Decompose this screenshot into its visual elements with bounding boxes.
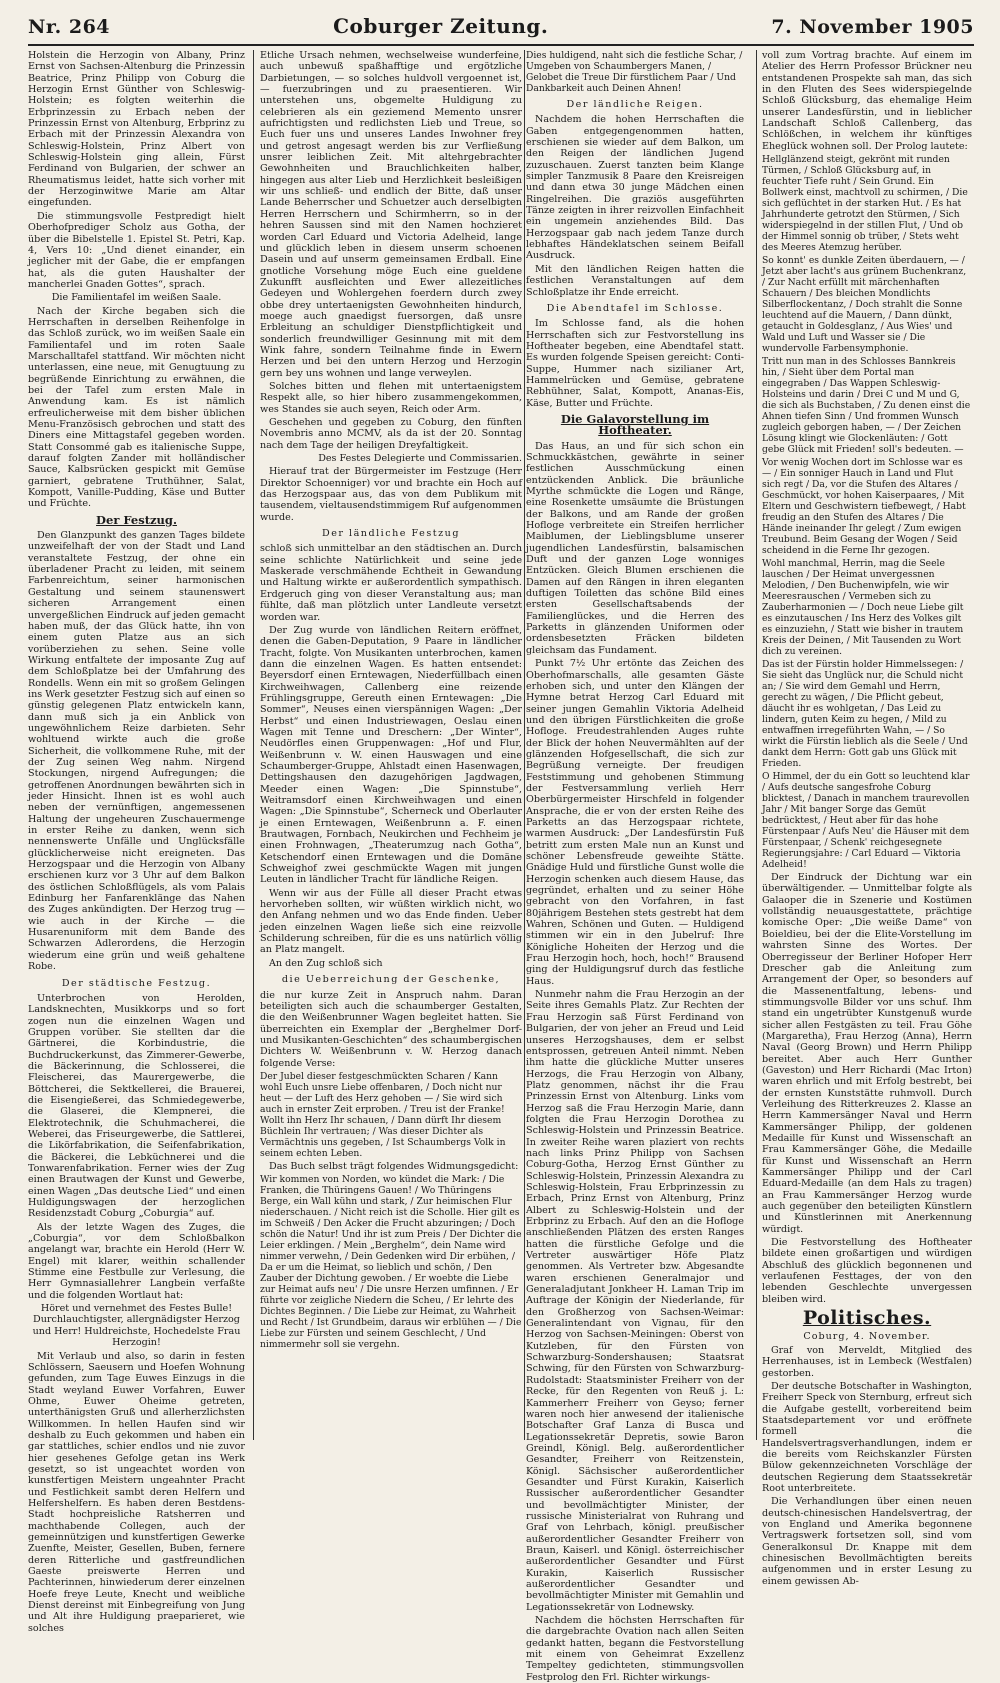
verse: Der Jubel dieser festgeschmückten Scharen / Kann wohl Euch unsre Liebe offenbaren, / Doch nicht nur heut — der Luft des Herz gehoben — / Sie wird sich auch in ernster Zeit erproben. / Treu ist der Franke! Wollt ihn Herz Ihr schauen, / Dann dürft Ihr diesem Büchlein Ihr vertrauen; / Was dieser Dichter als Vermächtnis uns gegeben, / Ist Schaumbergs Volk in seinem echten Leben. (260, 1070, 506, 1159)
paragraph: Nunmehr nahm die Frau Herzogin an der Seite ihres Gemahls Platz. Zur Rechten der Frau Herzogin saß Fürst Ferdinand von Bulgarien, der von jeher an Freud und Leid unseres Herzogshauses, dem er selbst entsprossen, getreuen Anteil nimmt. Neben ihm hatte die glückliche Mutter unseres Herzogs, die Frau Herzogin von Albany, Platz genommen, nächst ihr die Frau Prinzessin Ernst von Altenburg. Links vom Herzog saß die Frau Herzogin Marie, dann folgten die Frau Herzogin Dorothea zu Schleswig-Holstein und Prinzessin Beatrice. In zweiter Reihe waren plaziert von rechts nach links Prinz Philipp von Sachsen Coburg-Gotha, Herzog Ernst Günther zu Schleswig-Holstein, Prinzessin Alexandra zu Schleswig-Holstein, Frau Erbprinzessin zu Erbach, Prinz Ernst von Altenburg, Prinz Albert zu Schleswig-Holstein und der Erbprinz zu Erbach. Auf den an die Hofloge anschließenden Plätzen des ersten Ranges hatten die fürstliche Gefolge und die Vertreter auswärtiger Höfe Platz genommen. Als Vertreter bzw. Abgesandte waren erschienen Generalmajor und Generaladjutant Jonkheer H. Laman Trip im Auftrage der Königin der Niederlande, für den Großherzog von Sachsen-Weimar: Generalintendant von Vignau, für den Herzog von Sachsen-Meiningen: Oberst von Kutzleben, für den Fürsten von Schwarzburg-Sondershausen; Staatsrat Schwing, für den Fürsten von Schwarzburg-Rudolstadt: Staatsminister Freiherr von der Recke, für den Regenten von Reuß j. L: Kammerherr Freiherr von Geyso; ferner waren noch hier anwesend der italienische Botschafter Graf Lanza di Busca und Legationssekretär Depretis, sowie Baron Greindl, Königl. Belg. außerordentlicher Gesandter, Freiherr von Reitzenstein, Königl. Sächsischer außerordentlicher Gesandter und Fürst Kurakin, Kaiserlich Russischer außerordentlicher Gesandter und bevollmächtigter Minister, der russische Ministerialrat von Ruhrang und Graf von Lehrbach, königl. preußischer außerordentlicher Gesandter Freiherr von Braun, Kaiserl. und Königl. österreichischer außerordentlicher Gesandter und Fürst Kurakin, Kaiserlich Russischer außerordentlicher Gesandter und bevollmächtigter Minister mit Gemahlin und Legationssekretär von Lodnewsky. (526, 989, 744, 1613)
column-rule (253, 50, 254, 1440)
issue-date: 7. November 1905 (771, 16, 974, 38)
paragraph: Mit Verlaub und also, so darin in festen Schlössern, Saeusern und Hoefen Wohnung gefunden, zum Tage Euwes Einzugs in die Stadt weyland Euwer Vorfahren, Euwer Ohme, Euwer Oheime getreten, unterthänigsten Gruß und allerherzlichsten Willkommen. In hellen Haufen sind wir deshalb zu Euch gekommen und haben ein gar stattliches, schier endlos und nie zuvor hier gesehenes Gefolge getan ins Werk gesetzt, so ist ungeachtet worden von kunstfertigen Meistern ungeahnter Pracht und Festlichkeit sambt deren Helfern und Helfershelfern. Es haben deren Bestdens-Stadt hochpreisliche Ratsherren und machthabende Collegen, auch der gemeinnützigen und kunstfertigen Gewerke Zuenfte, Meister, Gesellen, Buben, fernere deren Ritterliche und gastfreundlichen Gaeste preiswerte Herren und Pachterinnen, hinwiederum derer einzelnen Hoefe freye Leute, Knecht und weibliche Dienst dereinst mit Einbegreifung von Jung und Alt ihre Huldigung praeparieret, wie solches (28, 1350, 245, 1634)
paragraph: die nur kurze Zeit in Anspruch nahm. Daran beteiligten sich auch die schaumberger Gestalten, die den Weißenbrunner Wagen begleitet hatten. Sie überreichten ein Exemplar der „Berghelmer Dorf- und Musikanten-Geschichten“ des schaumbergischen Dichters W. Weißenbrunn v. W. Herzog danach folgende Verse: (260, 989, 522, 1069)
verse: Wir kommen von Norden, wo kündet die Mark: / Die Franken, die Thüringens Gauen! / Wo Thüringens Berge, ein Wall kühn und stark, / Zur heimischen Flur niederschauen. / Nicht reich ist die Scholle. Hier gilt es im Schweiß / Den Acker die Frucht abzuringen; / Doch schön die Natur! Und ihr ist zum Preis / Der Dichter die Leier erklingen. / Mein „Berghelm“, dein Name wird nimmer verwehn, / Dein Gedenken wird Dir erbühen, / Da er um die Heimat, so lieblich und schön, / Den Zauber der Dichtung gewoben. / Er woebte die Liebe zur Heimat aufs neu' / Die unsre Herzen umfinnen. / Er führte vor zeigliche Niedern die Scheu, / Er lehrte des Dichtes Beginnen. / Die Liebe zur Heimat, zu Wahrheit und Recht / Ist Grundbeim, daraus wir erblühen — / Die Liebe zur Fürsten und seinem Geschlecht, / Und nimmermehr soll sie vergehn. (260, 1174, 522, 1351)
subsection-heading: Der ländliche Reigen. (566, 99, 704, 110)
subsection-heading: Die Abendtafel im Schlosse. (546, 302, 724, 314)
paragraph: Nach der Kirche begaben sich die Herrschaften in derselben Reihenfolge in das Schloß zurück, wo im weißen Saale ein Familientafel und im roten Saale Marschalltafel stattfand. Wir möchten nicht unterlassen, eine neue, mit Genugtuung zu begrüßende Einrichtung zu erwähnen, die bei der Tafel zum ersten Male in Anwendung kam. Es ist nämlich erfreulicherweise mit dem bisher üblichen Menu-Französisch gebrochen und statt des Diners eine Mittagstafel gegeben worden. Statt Consommé gab es italienische Suppe, darauf folgten Zander mit holländischer Sauce, Kalbsrücken gespickt mit Gemüse garniert, gebratene Truthühner, Salat, Kompott, Vanille-Pudding, Käse und Butter und Früchte. (28, 305, 245, 510)
paragraph: Wenn wir aus der Fülle all dieser Pracht etwas hervorheben sollten, wir wüßten wirklich nicht, wo den Anfang nehmen und wo das Ende finden. Ueber jeden einzelnen Wagen ließe sich eine reizvolle Schilderung schreiben, für die es uns natürlich völlig an Platz mangelt. (260, 887, 522, 956)
column-4 (762, 50, 972, 1587)
paragraph: Des Festes Delegierte und Commissarien. (318, 453, 522, 465)
subsection-heading: Der ländliche Festzug (322, 528, 460, 540)
paragraph: Geschehen und gegeben zu Coburg, den fünften Novembris anno MCMV, als da ist der 20. Sonntag nach dem Tage der heiligen Dreyfaltigkeit. (260, 417, 522, 451)
verse: Dies huldigend, naht sich die festliche Schar, / Umgeben von Schaumbergers Manen, / Gelobet die Treue Dir fürstlichem Paar / Und Dankbarkeit auch Deinen Ahnen! (526, 50, 743, 94)
masthead (28, 14, 974, 46)
paragraph: Das Haus, an und für sich schon ein Schmuckkästchen, gewährte in seiner festlichen Ausschmückung einen entzückenden Anblick. Die bräunliche Myrthe schmückte die Logen und Ränge, eine Rosenkette umsäumte die Brüstungen der Balkons, und am Rande der großen Hofloge verbreitete ein Streifen herrlicher Maiblumen, der Lieblingsblume unserer jugendlichen Landesfürstin, balsamischen Duft und der ganzen Loge wonniges Entzücken. Gleich Blumen erschienen die Damen auf den Rängen in ihren eleganten duftigen Toiletten das schöne Bild eines ersten Gesellschaftsabends der Familienglückes, und die Herren des Parketts in glänzenden Uniformen oder ordensbesetzten Fräcken bildeten gleichsam das Fundament. (526, 440, 744, 656)
paragraph: schloß sich unmittelbar an den städtischen an. Durch seine schlichte Natürlichkeit und seine jede Maskerade verschmähende Echtheit in Gewandung und Haltung wirkte er außerordentlich sympathisch. Erdgeruch ging von dieser Veranstaltung aus; man fühlte, daß man plötzlich unter Landleute versetzt worden war. (260, 543, 522, 623)
paragraph: Der deutsche Botschafter in Washington, Freiherr Speck von Sternburg, erfreut sich die Aufgabe gestellt, vorbereitend beim Staatsdepartement vor und eröffnete formell die Handelsvertragsverhandlungen, indem er die bereits vom Reichskanzler Fürsten Bülow gekennzeichneten Vorschläge der deutschen Regierung dem Staatssekretär Root unterbreitete. (762, 1380, 972, 1494)
paragraph: Etliche Ursach nehmen, wechselweise wunderfeine, auch unbewuß spaßhafftige und ergötzliche Darbietungen, — so solches huldvoll vergoennet ist, — fuerzubringen und zu praesentieren. Wir unterstehen uns, obgemelte Huldigung zu celebrieren als ein geziemend Memento unsrer aufrichtigsten und redlichsten Lieb und Treue, so Euch fuer uns und unseres Landes Inwohner frey und getrost angesagt werden bis zur Verfließung unsrer leiblichen Zeit. Mit altehrgebrachter Gewohnheiten und Brauchlichkeiten halber, hingegen aus alter Lieb und Herzlichkeit besleißigen wir uns schließ- und endlich der Bitte, daß unser Lande Beherrscher und Schuetzer auch derselbigten Herren Herrschern und Schirmherrn, so in der hehren Saussen sind mit den Namen hochzieret worden Carl Eduard und Victoria Adelheid, lange und glücklich leben in diesem unserm schoenen Dasein und auf unserm gemeinsamen Erdball. Eine gnotliche Vorsehung möge Euch eine gueldene Zukunfft ausfleichten und Ewer allezeitliches Gedeyen und Wohlergehen foerdern durch zwey obbe drey untertaenigsten Gewohnheiten hindurch, moege auch gnaedigst fuersorgen, daß unsre Erbleitung an schuldiger Dienstpflichtigkeit und sonderlich freundwilliger Gesinnung mit mit dem Wink fahre, sondern Teilnahme finde in Ewern Herzen und bei den untern Herzog und Herzogin gern bey uns wohnen und lange verweylen. (260, 50, 522, 379)
column-rule (524, 50, 525, 1440)
paragraph: Den Glanzpunkt des ganzen Tages bildete unzweifelhaft der von der Stadt und Land veranstaltete Festzug, der ohne ein überladener Pracht zu leiden, mit seinem Farbenreichtum, seiner harmonischen Gestaltung und seinem staunenswert sicheren Arrangement einen unvergeßlichen Eindruck auf jeden gemacht haben muß, der das Glück hatte, ihn von einem guten Platze aus an sich vorüberziehen zu sehen. Seine volle Wirkung entfaltete der imposante Zug auf dem Schloßplatze bei der Umfahrung des Rondells. Wenn ein mit so großem Gelingen ins Werk gesetzter Festzug sich auf einen so günstig gelegenen Platz entwickeln kann, dann muß sich ja ein Anblick von ungewöhnlichem Reize darbieten. Sehr wohltuend wirkte auch die große Sicherheit, die vollkommene Ruhe, mit der der Zug seinen Weg nahm. Nirgend Stockungen, nirgend Aufregungen; die getroffenen Anordnungen bewährten sich in jeder Hinsicht. Ihnen ist es wohl auch neben der vernünftigen, angemessenen Haltung der ungeheuren Zuschauermenge in erster Reihe zu danken, wenn sich nennenswerte Unfälle und Unglücksfälle glücklicherweise nicht ereigneten. Das Herzogspaar und die Herzogin von Albany erschienen kurz vor 3 Uhr auf dem Balkon des östlichen Schloßflügels, als vom Palais Edinburg her Fanfarenklänge das Nahen des Zuges ankündigten. Der Herzog trug — wie auch in der Kirche — die Husarenuniform mit dem Bande des Schwarzen Adlerordens, die Herzogin wiederum eine grün und weiß gehaltene Robe. (28, 530, 245, 973)
paragraph: Im Schlosse fand, als die hohen Herrschaften sich zur Festvorstellung ins Hoftheater begeben, eine Abendtafel statt. Es wurden folgende Speisen gereicht: Conti-Suppe, Hummer nach sizilianer Art, Hammelrücken und Gemüse, gebratene Rebhühner, Salat, Kompott, Ananas-Eis, Käse, Butter und Früchte. (526, 318, 744, 409)
paragraph: Hierauf trat der Bürgermeister im Festzuge (Herr Direktor Schoenniger) vor und brachte ein Hoch auf das Herzogspaar aus, das von dem Publikum mit tausendem, vieltausendstimmigem Ruf aufgenommen wurde. (260, 466, 522, 523)
paragraph: Nachdem die hohen Herrschaften die Gaben entgegengenommen hatten, erschienen sie wieder auf dem Balkon, um den Reigen der ländlichen Jugend zuzuschauen. Zuerst tanzten beim Klange simpler Tanzmusik 8 Paare den Kreisreigen und dann etwa 30 junge Mädchen einen Ringelreihen. Die graziös ausgeführten Tänze zeigten in ihrer reizvollen Einfachheit ein ungemein anziehendes Bild. Das Herzogspaar gab nach jedem Tanze durch lebhaftes Händeklatschen seinem Beifall Ausdruck. (526, 114, 744, 262)
issue-number: Nr. 264 (28, 16, 111, 38)
paragraph: Die stimmungsvolle Festpredigt hielt Oberhofprediger Scholz aus Gotha, der über die Bibelstelle 1. Epistel St. Petri, Kap. 4, Vers 10: „Und dienet einander, ein jeglicher mit der Gabe, die er empfangen hat, als die guten Haushalter der mancherlei Gnaden Gottes“, sprach. (28, 210, 245, 290)
paragraph: Die Festvorstellung des Hoftheater bildete einen großartigen und würdigen Abschluß des glücklich begonnenen und verlaufenen Festtages, der von den lebenden Geschlechte unvergessen bleiben wird. (762, 1237, 972, 1305)
paragraph: Punkt 7½ Uhr ertönte das Zeichen des Oberhofmarschalls, alle gesamten Gäste erhoben sich, und unter den Klängen der Hymne betrat Herzog Carl Eduard mit seiner jungen Gemahlin Viktoria Adelheid und den übrigen Fürstlichkeiten die große Hofloge. Freudestrahlenden Auges ruhte der Blick der hohen Neuvermählten auf der glänzenden Hofgesellschaft, die sich zur Begrüßung verneigte. Der freudigen Feststimmung und gehobenen Stimmung der Festversammlung verlieh Herr Oberbürgermeister Hirschfeld in folgender Ansprache, die er von der ersten Reihe des Parketts an das Herzogspaar richtete, warmen Ausdruck: „Der Landesfürstin Fuß betritt zum ersten Male nun an Kunst und schöner Lebensfreude geweihte Stätte. Gnädige Huld und fürstliche Gunst wolle die Herzogin schenken auch diesem Hause, das gegründet, erhalten und zu seiner Höhe gebracht von den Vorfahren, in fast 80jährigem Bestehen stets gestrebt hat dem Wahren, Schönen und Guten. — Huldigend stimmen wir ein in den Jubelruf: Ihre Königliche Hoheiten der Herzog und die Frau Herzogin hoch, hoch, hoch!“ Brausend ging der Huldigungsruf durch das festliche Haus. (526, 658, 744, 987)
paragraph: Die Verhandlungen über einen neuen deutsch-chinesischen Handelsvertrag, der von England und Amerika begonnene Vertragswerk fortsetzen soll, sind vom Generalkonsul Dr. Knappe mit dem chinesischen Bevollmächtigten bereits aufgenommen und in erster Lesung zu einem gewissen Ab- (762, 1496, 972, 1587)
paragraph: Mit den ländlichen Reigen hatten die festlichen Veranstaltungen auf dem Schloßplatze ihr Ende erreicht. (526, 263, 744, 298)
verse: So konnt' es dunkle Zeiten überdauern, — / Jetzt aber lacht's aus grünem Buchenkranz, / Zur Nacht erfüllt mit märchenhaften Schauern / Des bleichen Mondlichts Silberflockentanz, / Doch strahlt die Sonne leuchtend auf die Mauern, / Dann dünkt, getaucht in Goldesglanz, / Aus Wies' und Wald und Luft und Wasser sie / Die wundervolle Farbensymphonie. (762, 255, 967, 355)
section-heading: Die Galavorstellung im Hoftheater. (560, 411, 710, 438)
verse: Hellglänzend steigt, gekrönt mit runden Türmen, / Schloß Glücksburg auf, in feuchter Tiefe ruht / Sein Grund. Ein Bollwerk einst, machtvoll zu schirmen, / Die sich geflüchtet in der starken Hut. / Es hat Jahrhunderte getrotzt den Stürmen, / Sich widerspiegelnd in der stillen Flut, / Und ob der Himmel sonnig ob trüber, / Stets weht des Meeres Atemzug herüber. (762, 154, 968, 254)
newspaper-title: Coburger Zeitung. (333, 14, 549, 38)
subsection-heading: Der städtische Festzug. (61, 977, 212, 989)
column-1 (28, 50, 245, 1634)
paragraph: Holstein die Herzogin von Albany, Prinz Ernst von Sachsen-Altenburg die Prinzessin Beatrice, Prinz Philipp von Coburg die Herzogin Ernst Günther von Schleswig-Holstein; es folgten weiterhin die Erbprinzessin zu Erbach neben der Prinzessin Ernst von Altenburg, Erbprinz zu Erbach mit der Prinzessin Alexandra von Schleswig-Holstein, Prinz Albert von Schleswig-Holstein ging allein, Fürst Ferdinand von Bulgarien, der schwer an Rheumatismus leidet, hatte sich vorher mit der Herzoginwitwe Marie am Altar eingefunden. (28, 50, 245, 209)
section-heading: Der Festzug. (96, 512, 177, 527)
verse: Vor wenig Wochen dort im Schlosse war es — / Ein sonniger Hauch in Land und Flut sich regt / Da, vor die Stufen des Altares / Geschmückt, vor hohen Kaiserpaares, / Mit Eltern und Geschwistern tiefbewegt, / Habt freudig an den Stufen des Altares / Die Hände ineinander Ihr gelegt / Zum ewigen Treubund. Beim Gesang der Wogen / Seid scheidend in die Ferne Ihr gezogen. (762, 457, 966, 557)
verse: Das ist der Fürstin holder Himmelssegen: / Sie sieht das Unglück nur, die Schuld nicht an; / Sie wird dem Gemahl und Herrn, gerecht zu wägen, / Die Pflicht gebeut, däucht ihr es wohlgetan, / Das Leid zu lindern, guten Keim zu hegen, / Mild zu entwaffnen irregeführten Wahn, — / So wirkt die Fürstin lieblich als die Seele / Und dankt dem Herrn: Gott gab uns Glück mit Frieden. (762, 659, 968, 770)
paragraph: Die Familientafel im weißen Saale. (51, 292, 222, 304)
verse: O Himmel, der du ein Gott so leuchtend klar / Aufs deutsche sangesfrohe Coburg blicktest, / Danach in manchem traurevollen Jahr / Mit banger Sorge das Gemüt bedrücktest, / Heut aber für das hohe Fürstenpaar / Aufs Neu' die Häuser mit dem Fürstenpaar, / Schenk' reichgesegnete Regierungsjahre: / Carl Eduard — Viktoria Adelheid! (762, 771, 970, 871)
column-2 (260, 50, 522, 1440)
paragraph: voll zum Vortrag brachte. Auf einem im Atelier des Herrn Professor Brückner neu entstandenen Prospekte sah man, das sich in den Fluten des Sees widerspiegelnde Schloß Glücksburg, das ehemalige Heim unserer Landesfürstin, und in lieblicher Landschaft Schloß Callenberg, das Schlößchen, in welchem ihr künftiges Eheglück wohnen soll. Der Prolog lautete: (762, 50, 972, 152)
paragraph: Solches bitten und flehen mit untertaenigstem Respekt alle, so hier hibero zusammengekommen, wes Standes sie auch seyen, Reich oder Arm. (260, 380, 522, 415)
subsection-heading: die Ueberreichung der Geschenke, (281, 974, 501, 986)
paragraph: An den Zug schloß sich (269, 957, 383, 969)
paragraph: Das Buch selbst trägt folgendes Widmungsgedicht: (269, 1160, 519, 1172)
paragraph: Nachdem die höchsten Herrschaften für die dargebrachte Ovation nach allen Seiten gedankt hatten, begann die Festvorstellung mit einem von Geheimrat Exzellenz Tempeltey gedichteten, stimmungsvollen Festprolog den Frl. Richter wirkungs- (526, 1615, 744, 1683)
column-rule (756, 50, 757, 1440)
paragraph: Der Eindruck der Dichtung war ein überwältigender. — Unmittelbar folgte als Galaoper die in Szenerie und Kostümen vollständig neuausgestattete, prächtige komische Oper: „Die weiße Dame“ von Boieldieu, bei der die Elite-Vorstellung im wahrsten Sinne des Wortes. Der Oberregisseur der Berliner Hofoper Herr Drescher gab die Anleitung zum Arrangement der Oper, so besonders auf die Massenentfaltung, lebens- und stimmungsvolle Bilder vor uns schuf. Ihm stand ein ungetrübter Kunstgenuß wurde sicher allen Festgästen zu teil. Frau Göhe (Margaretha), Frau Herzog (Anna), Herrn Naval (Georg Brown) und Herrn Philipp bereitet. Aber auch Herr Gunther (Gaveston) und Herr Richardi (Mac Irton) waren ehrlich und mit Erfolg bestrebt, bei der ernsten Kunststätte ruhmvoll. Durch Verleihung des Ritterkreuzes 2. Klasse an Herrn Kammersänger Naval und Herrn Kammersänger Philipp, der goldenen Medaille für Kunst und Wissenschaft an Frau Kammersänger Göhe, die Medaille für Kunst und Wissenschaft an Herrn Kammersänger Philipp und der Carl Eduard-Medaille (an dem Hals zu tragen) an Frau Kammersänger Herzog wurde auch gegenüber den beteiligten Künstlern und Künstlerinnen mit Anerkennung würdigt. (762, 872, 972, 1235)
paragraph: Unterbrochen von Herolden, Landsknechten, Musikkorps und so fort zogen nun die einzelnen Wagen und Gruppen vorüber. Sie stellten dar die Gärtnerei, die Korbindustrie, die Buchdruckerkunst, das Zimmerer-Gewerbe, die Bäckerinnung, die Schlosserei, die Fleischerei, das Maurergewerbe, die Böttcherei, die Sektkellerei, die Brauerei, die Eisengießerei, das Schmiedegewerbe, die Glaserei, die Klempnerei, die Elektrotechnik, die Schuhmacherei, die Weberei, das Friseurgewerbe, die Sattlerei, die Likörfabrikation, die Seifenfabrikation, die Bäckerei, die Lebküchnerei und die Tonwarenfabrikation. Ferner wies der Zug einen Brautwagen der Kunst und Gewerbe, einen Wagen „Das deutsche Lied“ und einen Huldigungswagen der herzoglichen Residenzstadt Coburg „Coburgia“ auf. (28, 992, 245, 1220)
verse: Wohl manchmal, Herrin, mag die Seele lauschen / Der Heimat unvergessnen Melodien, / Den Buchenwipfeln, wie wir Meeresrauschen / Vermeben sich zu Zauberharmonien — / Doch neue Liebe gilt es einzutauschen / Ins Herz des Volkes gilt es einzuziehn, / Statt wie bisher in trautem Kreis der Deinen, / Mit Tausenden zu Wort dich zu vereinen. (762, 558, 964, 658)
section-heading-politisches: Politisches. (802, 1307, 932, 1330)
paragraph: Höret und vernehmet des Festes Bulle! Durchlauchtigster, allergnädigster Herzog und Herr! Huldreichste, Hochedelste Frau Herzogin! (32, 1303, 241, 1349)
article-columns (28, 50, 974, 1683)
paragraph: Der Zug wurde von ländlichen Reitern eröffnet, denen die Gaben-Deputation, 9 Paare in ländlicher Tracht, folgte. Von Musikanten unterbrochen, kamen dann die einzelnen Wagen. Es hatten entsendet: Beyersdorf einen Erntewagen, Niederfüllbach einen Kirchweihwagen, Callenberg eine reizende Frühlingsgruppe, Gereuth einen Erntewagen: „Die Sommer“, Neuses einen vierspännigen Wagen: „Der Herbst“ und einen Industriewagen, Oeslau einen Wagen mit Tenne und Dreschern: „Der Winter“, Neudörfles einen Gruppenwagen: „Hof und Flur, Weißenbrunn v. W. einen Hauswagen und eine Schaumberger-Gruppe, Ahlstadt einen Hasenwagen, Dettingshausen den dazugehörigen Jagdwagen, Meeder einen Wagen: „Die Spinnstube“, Weitramsdorf einen Kirchweihwagen und einen Wagen: „Die Spinnstube“, Scherneck und Oberlauter je einen Erntewagen, Weißenbrunn a. F. einen Brautwagen, Fornbach, Neukirchen und Fechheim je einen Frohnwagen, „Theaterumzug nach Gotha“, Ketschendorf einen Erntewagen und die Domäne Schweighof zwei geschmückte Wagen mit jungen Leuten in ländlicher Tracht für ländliche Reigen. (260, 624, 522, 886)
paragraph: Graf von Merveldt, Mitglied des Herrenhauses, ist in Lembeck (Westfalen) gestorben. (762, 1344, 972, 1379)
dateline: Coburg, 4. November. (803, 1330, 931, 1342)
column-3 (526, 50, 744, 1683)
verse: Tritt nun man in des Schlosses Bannkreis hin, / Sieht über dem Portal man eingegraben / Das Wappen Schleswig-Holsteins und darin / Drei C und M und G, die sich als Buchstaben, / Zu denen einst die Ahnen tiefen Sinn / Und frommen Wunsch zugleich geborgen haben, — / Der Zeichen Lösung klingt wie Glockenläuten: / Gott gebe Glück mit Frieden! soll's bedeuten. — (762, 356, 971, 456)
paragraph: Als der letzte Wagen des Zuges, die „Coburgia“, vor dem Schloßbalkon angelangt war, brachte ein Herold (Herr W. Engel) mit klarer, weithin schallender Stimme eine Festbulle zur Verlesung, die Herr Gymnasiallehrer Langbein verfaßte und die folgenden Wortlaut hat: (28, 1221, 245, 1301)
